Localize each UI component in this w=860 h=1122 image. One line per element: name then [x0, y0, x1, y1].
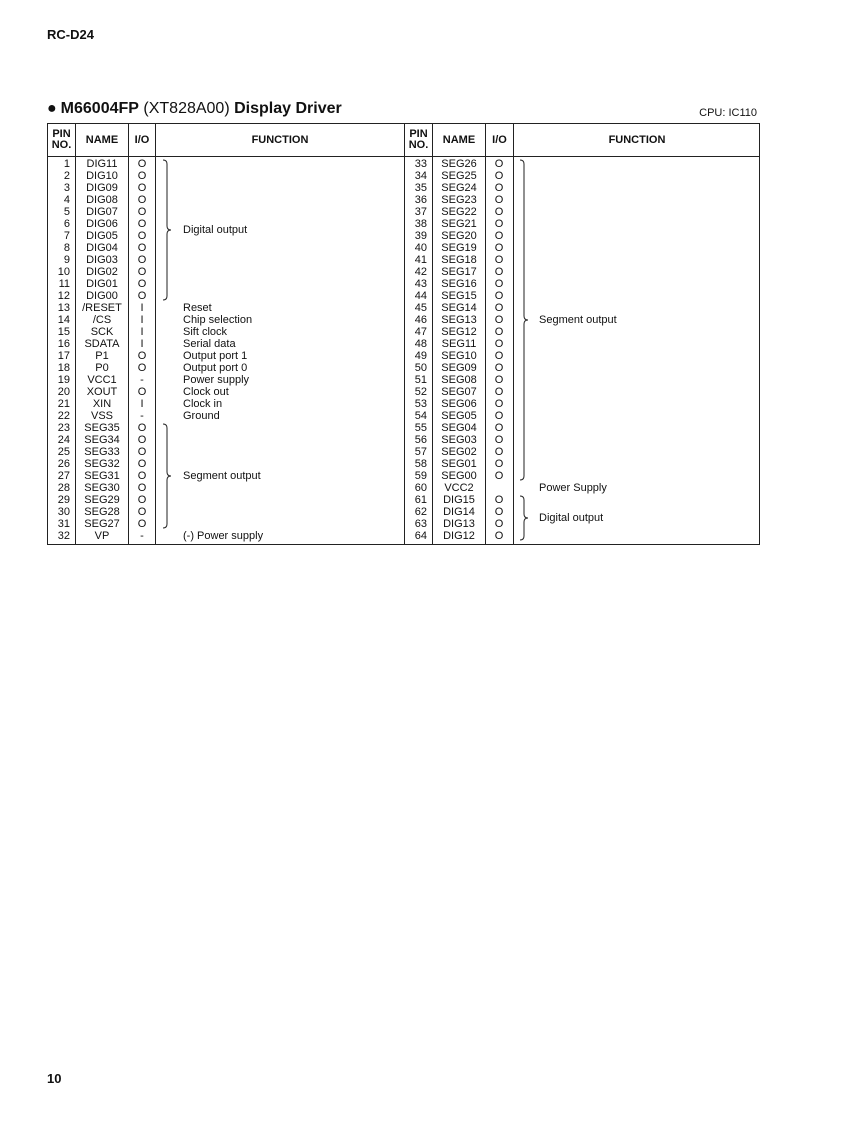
pin-number: 47 — [414, 326, 427, 338]
pin-number: 10 — [57, 266, 70, 278]
pin-name: SEG31 — [84, 470, 120, 482]
pin-name: DIG11 — [86, 158, 118, 170]
pin-name: SEG08 — [441, 374, 477, 386]
pin-number: 1 — [63, 158, 70, 170]
pin-name: /RESET — [82, 302, 122, 314]
pin-io: - — [140, 530, 144, 542]
pin-name: SEG26 — [441, 158, 477, 170]
pin-io: O — [494, 266, 504, 278]
pin-name: SEG07 — [441, 386, 477, 398]
pin-number: 16 — [57, 338, 70, 350]
pin-io: O — [137, 182, 147, 194]
header-pin-no: PIN NO. — [51, 128, 72, 151]
pin-number: 45 — [414, 302, 427, 314]
pin-name: SDATA — [84, 338, 120, 350]
pin-number: 50 — [414, 362, 427, 374]
header-name: NAME — [442, 133, 476, 146]
pin-name: P0 — [95, 362, 109, 374]
pin-name: SEG22 — [441, 206, 477, 218]
pin-number: 12 — [57, 290, 70, 302]
pin-io: O — [494, 326, 504, 338]
pin-io: O — [137, 422, 147, 434]
pin-number: 54 — [414, 410, 427, 422]
pin-name: DIG14 — [443, 506, 475, 518]
header-pin-no: PIN NO. — [408, 128, 429, 151]
function-label: Reset — [183, 302, 212, 314]
pin-io: O — [494, 386, 504, 398]
pin-name: DIG13 — [443, 518, 475, 530]
pin-io: O — [494, 422, 504, 434]
pin-number: 13 — [57, 302, 70, 314]
pin-io: O — [494, 530, 504, 542]
pin-name: DIG00 — [86, 290, 118, 302]
pin-io: O — [494, 254, 504, 266]
pin-number: 41 — [414, 254, 427, 266]
pin-name: SEG30 — [84, 482, 120, 494]
brace-icon — [519, 160, 531, 480]
pin-function-table — [47, 123, 760, 545]
pin-io: O — [137, 206, 147, 218]
pin-number: 19 — [57, 374, 70, 386]
pin-io: O — [494, 362, 504, 374]
function-label: (-) Power supply — [183, 530, 264, 542]
pin-number: 2 — [63, 170, 70, 182]
pin-io: O — [494, 194, 504, 206]
page-number: 10 — [47, 1071, 62, 1086]
pin-io: I — [140, 314, 144, 326]
pin-io: O — [494, 218, 504, 230]
pin-io: O — [137, 434, 147, 446]
function-label: Output port 1 — [183, 350, 248, 362]
pin-name: SEG09 — [441, 362, 477, 374]
pin-number: 24 — [57, 434, 70, 446]
pin-io: I — [140, 398, 144, 410]
pin-number: 56 — [414, 434, 427, 446]
pin-io: O — [494, 350, 504, 362]
pin-io: O — [494, 518, 504, 530]
pin-name: DIG06 — [86, 218, 118, 230]
pin-name: SEG28 — [84, 506, 120, 518]
pin-io: O — [137, 446, 147, 458]
pin-name: VCC2 — [444, 482, 474, 494]
pin-number: 5 — [63, 206, 70, 218]
pin-name: SEG33 — [84, 446, 120, 458]
pin-name: DIG02 — [86, 266, 118, 278]
part-description: Display Driver — [234, 100, 342, 117]
pin-name: P1 — [95, 350, 109, 362]
pin-number: 27 — [57, 470, 70, 482]
pin-name: SEG15 — [441, 290, 477, 302]
pin-name: DIG03 — [86, 254, 118, 266]
pin-io: O — [494, 506, 504, 518]
pin-number: 59 — [414, 470, 427, 482]
pin-name: DIG07 — [86, 206, 118, 218]
pin-name: SEG01 — [441, 458, 477, 470]
pin-name: DIG09 — [86, 182, 118, 194]
pin-io: O — [137, 350, 147, 362]
pin-number: 43 — [414, 278, 427, 290]
pin-io: O — [137, 290, 147, 302]
pin-name: SEG04 — [441, 422, 477, 434]
pin-name: SEG16 — [441, 278, 477, 290]
pin-io: O — [494, 158, 504, 170]
pin-number: 35 — [414, 182, 427, 194]
pin-io: - — [140, 374, 144, 386]
pin-number: 44 — [414, 290, 427, 302]
pin-name: SEG29 — [84, 494, 120, 506]
pin-number: 53 — [414, 398, 427, 410]
model-number: RC-D24 — [47, 27, 94, 42]
pin-number: 11 — [58, 278, 70, 290]
pin-name: SEG20 — [441, 230, 477, 242]
function-label: Power supply — [183, 374, 250, 386]
pin-name: SEG03 — [441, 434, 477, 446]
pin-name: DIG04 — [86, 242, 118, 254]
pin-io: O — [494, 206, 504, 218]
pin-name: SEG10 — [441, 350, 477, 362]
pin-io: O — [494, 170, 504, 182]
pin-io: O — [494, 410, 504, 422]
pin-number: 49 — [414, 350, 427, 362]
pin-io: O — [137, 482, 147, 494]
pin-name: VSS — [90, 410, 113, 422]
pin-io: O — [137, 266, 147, 278]
pin-io: O — [137, 518, 147, 530]
pin-name: SEG32 — [84, 458, 120, 470]
pin-io: O — [494, 230, 504, 242]
pin-name: SEG00 — [441, 470, 477, 482]
pin-number: 26 — [57, 458, 70, 470]
pin-number: 3 — [63, 182, 70, 194]
pin-io: O — [494, 374, 504, 386]
pin-name: SEG13 — [441, 314, 477, 326]
function-label: Output port 0 — [183, 362, 248, 374]
pin-number: 37 — [414, 206, 427, 218]
pin-io: O — [137, 470, 147, 482]
pin-number: 40 — [414, 242, 427, 254]
pin-io: O — [137, 194, 147, 206]
pin-io: O — [494, 458, 504, 470]
pin-io: O — [494, 182, 504, 194]
pin-number: 55 — [414, 422, 427, 434]
pin-io: O — [494, 338, 504, 350]
pin-io: O — [137, 158, 147, 170]
pin-name: VCC1 — [87, 374, 117, 386]
pin-number: 39 — [414, 230, 427, 242]
pin-io: O — [494, 470, 504, 482]
pin-number: 58 — [414, 458, 427, 470]
pin-io — [486, 482, 512, 494]
function-label: Digital output — [183, 224, 248, 236]
bullet-icon: ● — [47, 100, 57, 117]
pin-io: - — [140, 410, 144, 422]
function-label: Chip selection — [183, 314, 253, 326]
pin-io: I — [140, 326, 144, 338]
pin-number: 48 — [414, 338, 427, 350]
pin-name: DIG08 — [86, 194, 118, 206]
header-function: FUNCTION — [608, 133, 666, 146]
pin-io: O — [494, 302, 504, 314]
pin-number: 60 — [414, 482, 427, 494]
pin-number: 6 — [63, 218, 70, 230]
function-label: Segment output — [183, 470, 261, 482]
pin-name: DIG01 — [86, 278, 118, 290]
pin-number: 57 — [414, 446, 427, 458]
function-label: Segment output — [539, 314, 617, 326]
pin-number: 7 — [63, 230, 70, 242]
pin-number: 20 — [57, 386, 70, 398]
pin-number: 32 — [57, 530, 70, 542]
pin-number: 9 — [63, 254, 70, 266]
pin-number: 25 — [57, 446, 70, 458]
pin-name: SEG02 — [441, 446, 477, 458]
pin-name: SEG23 — [441, 194, 477, 206]
pin-number: 31 — [57, 518, 70, 530]
pin-io: O — [137, 278, 147, 290]
pin-name: DIG12 — [443, 530, 475, 542]
pin-name: SEG25 — [441, 170, 477, 182]
pin-io: I — [140, 302, 144, 314]
pin-io: O — [494, 314, 504, 326]
pin-number: 52 — [414, 386, 427, 398]
pin-io: O — [494, 398, 504, 410]
brace-icon — [162, 160, 174, 300]
pin-io: O — [137, 494, 147, 506]
pin-number: 42 — [414, 266, 427, 278]
pin-number: 23 — [57, 422, 70, 434]
pin-number: 30 — [57, 506, 70, 518]
pin-name: SEG27 — [84, 518, 120, 530]
function-label: Digital output — [539, 512, 604, 524]
pin-number: 36 — [414, 194, 427, 206]
pin-io: O — [137, 458, 147, 470]
pin-io: O — [137, 362, 147, 374]
pin-number: 8 — [63, 242, 70, 254]
pin-number: 62 — [414, 506, 427, 518]
pin-name: SEG34 — [84, 434, 120, 446]
pin-io: O — [494, 494, 504, 506]
pin-io: O — [494, 434, 504, 446]
pin-name: SEG14 — [441, 302, 477, 314]
header-io: I/O — [134, 133, 150, 146]
pin-io: O — [137, 218, 147, 230]
section-heading — [47, 100, 342, 118]
header-name: NAME — [85, 133, 119, 146]
pin-name: SEG18 — [441, 254, 477, 266]
pin-number: 33 — [414, 158, 427, 170]
pin-name: SEG05 — [441, 410, 477, 422]
function-label: Clock out — [183, 386, 229, 398]
function-label: Power Supply — [539, 482, 607, 494]
pin-io: O — [137, 230, 147, 242]
pin-name: SEG35 — [84, 422, 120, 434]
function-label: Sift clock — [183, 326, 228, 338]
pin-number: 4 — [63, 194, 70, 206]
pin-name: SEG17 — [441, 266, 477, 278]
pin-name: SEG24 — [441, 182, 477, 194]
header-io: I/O — [492, 133, 507, 146]
pin-name: DIG15 — [443, 494, 475, 506]
cpu-reference: CPU: IC110 — [699, 107, 757, 119]
pin-number: 29 — [57, 494, 70, 506]
pin-number: 38 — [414, 218, 427, 230]
pin-io: O — [137, 506, 147, 518]
pin-number: 64 — [414, 530, 427, 542]
pin-number: 34 — [414, 170, 427, 182]
pin-number: 51 — [414, 374, 427, 386]
pin-name: SCK — [90, 326, 114, 338]
pin-number: 17 — [57, 350, 70, 362]
pin-name: DIG10 — [86, 170, 118, 182]
pin-number: 28 — [57, 482, 70, 494]
pin-name: SEG12 — [441, 326, 477, 338]
pin-name: SEG06 — [441, 398, 477, 410]
pin-name: SEG11 — [441, 338, 477, 350]
part-number: M66004FP — [60, 100, 139, 117]
pin-name: SEG21 — [441, 218, 477, 230]
header-function: FUNCTION — [251, 133, 309, 146]
brace-icon — [519, 496, 531, 540]
pin-io: O — [494, 242, 504, 254]
pin-io: O — [137, 242, 147, 254]
pin-name: DIG05 — [86, 230, 118, 242]
pin-io: O — [137, 254, 147, 266]
pin-io: O — [494, 290, 504, 302]
function-label: Clock in — [183, 398, 223, 410]
pin-io: O — [494, 446, 504, 458]
function-label: Ground — [183, 410, 220, 422]
pin-io: I — [140, 338, 144, 350]
pin-name: XIN — [92, 398, 112, 410]
pin-name: XOUT — [86, 386, 118, 398]
pin-number: 63 — [414, 518, 427, 530]
pin-number: 21 — [57, 398, 70, 410]
pin-name: VP — [94, 530, 110, 542]
pin-number: 18 — [57, 362, 70, 374]
part-code: (XT828A00) — [143, 100, 230, 117]
pin-name: /CS — [92, 314, 112, 326]
pin-io: O — [137, 170, 147, 182]
pin-number: 15 — [57, 326, 70, 338]
pin-io: O — [137, 386, 147, 398]
pin-number: 61 — [414, 494, 427, 506]
pin-name: SEG19 — [441, 242, 477, 254]
pin-number: 14 — [57, 314, 70, 326]
pin-io: O — [494, 278, 504, 290]
pin-number: 46 — [414, 314, 427, 326]
pin-number: 22 — [57, 410, 70, 422]
brace-icon — [162, 424, 174, 528]
function-label: Serial data — [183, 338, 236, 350]
